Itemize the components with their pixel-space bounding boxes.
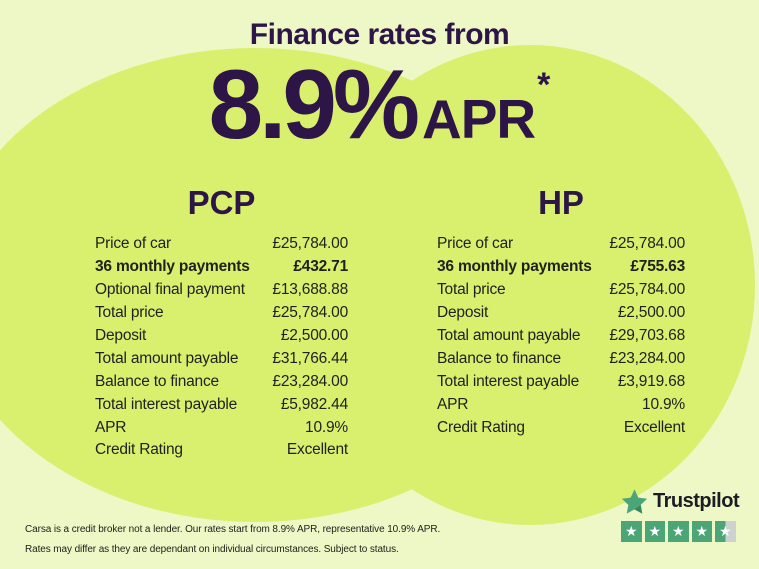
table-row xyxy=(437,256,685,279)
row-value: £25,784.00 xyxy=(272,304,348,322)
star-icon: ★ xyxy=(624,523,638,539)
disclaimer-line-1: Carsa is a credit broker not a lender. Our rates start from 8.9% APR, representative 10.9% APR. xyxy=(25,524,441,535)
row-label: APR xyxy=(437,395,469,413)
row-value: £31,766.44 xyxy=(272,349,348,367)
row-value: £5,982.44 xyxy=(280,395,348,413)
row-label: Price of car xyxy=(437,235,513,253)
row-value: £23,284.00 xyxy=(272,372,348,390)
table-row xyxy=(437,279,685,302)
hp-table-rows xyxy=(437,233,685,439)
table-row xyxy=(437,325,685,348)
row-value: £432.71 xyxy=(293,258,348,276)
row-label: Total price xyxy=(95,304,164,322)
trustpilot-star-rating xyxy=(621,521,739,542)
row-value: £13,688.88 xyxy=(272,281,348,299)
table-row xyxy=(437,370,685,393)
row-label: Price of car xyxy=(95,235,171,253)
table-row xyxy=(437,393,685,416)
star-box xyxy=(692,521,713,542)
row-label: Total price xyxy=(437,281,506,299)
table-row xyxy=(95,325,348,348)
star-icon: ★ xyxy=(671,523,685,539)
table-row xyxy=(437,347,685,370)
table-row xyxy=(95,439,348,462)
star-icon: ★ xyxy=(648,523,662,539)
trustpilot-brand-text: Trustpilot xyxy=(653,489,740,512)
disclaimer-line-2: Rates may differ as they are dependant on individual circumstances. Subject to status. xyxy=(25,543,399,555)
star-box xyxy=(668,521,689,542)
promo-title: Finance rates from xyxy=(249,18,510,51)
row-value: Excellent xyxy=(623,418,685,436)
row-value: £25,784.00 xyxy=(609,281,685,299)
row-label: Optional final payment xyxy=(95,281,245,299)
row-label: Total interest payable xyxy=(95,395,238,413)
rate-value: 8.9% xyxy=(208,49,416,159)
row-value: £2,500.00 xyxy=(617,304,685,322)
star-box xyxy=(715,521,736,542)
table-row xyxy=(95,416,348,439)
table-row xyxy=(95,302,348,325)
trustpilot-logo xyxy=(621,487,739,515)
row-label: Total amount payable xyxy=(95,349,239,367)
row-value: £755.63 xyxy=(630,258,685,276)
row-label: Deposit xyxy=(437,304,489,322)
legal-disclaimer xyxy=(25,520,475,559)
row-label: Balance to finance xyxy=(95,372,219,390)
trustpilot-star-icon xyxy=(621,488,648,515)
row-value: 10.9% xyxy=(305,418,348,436)
star-box xyxy=(645,521,666,542)
table-row xyxy=(437,416,685,439)
row-value: Excellent xyxy=(286,441,348,459)
row-value: £2,500.00 xyxy=(280,327,348,344)
hp-table xyxy=(437,186,685,439)
star-icon: ★ xyxy=(695,523,709,539)
row-label: Credit Rating xyxy=(95,441,183,459)
table-row xyxy=(437,302,685,325)
row-label: 36 monthly payments xyxy=(95,258,250,276)
headline-rate xyxy=(0,49,759,159)
row-label: Credit Rating xyxy=(437,418,525,436)
rate-apr-label: APR xyxy=(422,88,536,150)
row-value: £25,784.00 xyxy=(272,235,348,253)
row-label: APR xyxy=(95,418,127,436)
row-value: 10.9% xyxy=(642,395,685,413)
table-row xyxy=(95,233,348,256)
pcp-table xyxy=(95,186,348,462)
row-value: £3,919.68 xyxy=(617,372,685,390)
row-label: 36 monthly payments xyxy=(437,258,592,276)
row-label: Total interest payable xyxy=(437,372,580,390)
table-row xyxy=(95,279,348,302)
pcp-table-title: PCP xyxy=(187,184,256,221)
table-row xyxy=(95,393,348,416)
star-icon: ★ xyxy=(718,523,732,539)
row-label: Balance to finance xyxy=(437,349,561,367)
row-value: £23,284.00 xyxy=(609,349,685,367)
table-row xyxy=(95,370,348,393)
table-row xyxy=(95,256,348,279)
row-label: Deposit xyxy=(95,327,147,344)
table-row xyxy=(95,347,348,370)
row-value: £25,784.00 xyxy=(609,235,685,253)
hp-table-title: HP xyxy=(538,184,584,221)
pcp-table-rows xyxy=(95,233,348,462)
table-row xyxy=(437,233,685,256)
row-value: £29,703.68 xyxy=(609,327,685,344)
trustpilot-widget xyxy=(621,487,739,542)
row-label: Total amount payable xyxy=(437,327,581,344)
rate-asterisk: * xyxy=(537,66,551,104)
star-box xyxy=(621,521,642,542)
